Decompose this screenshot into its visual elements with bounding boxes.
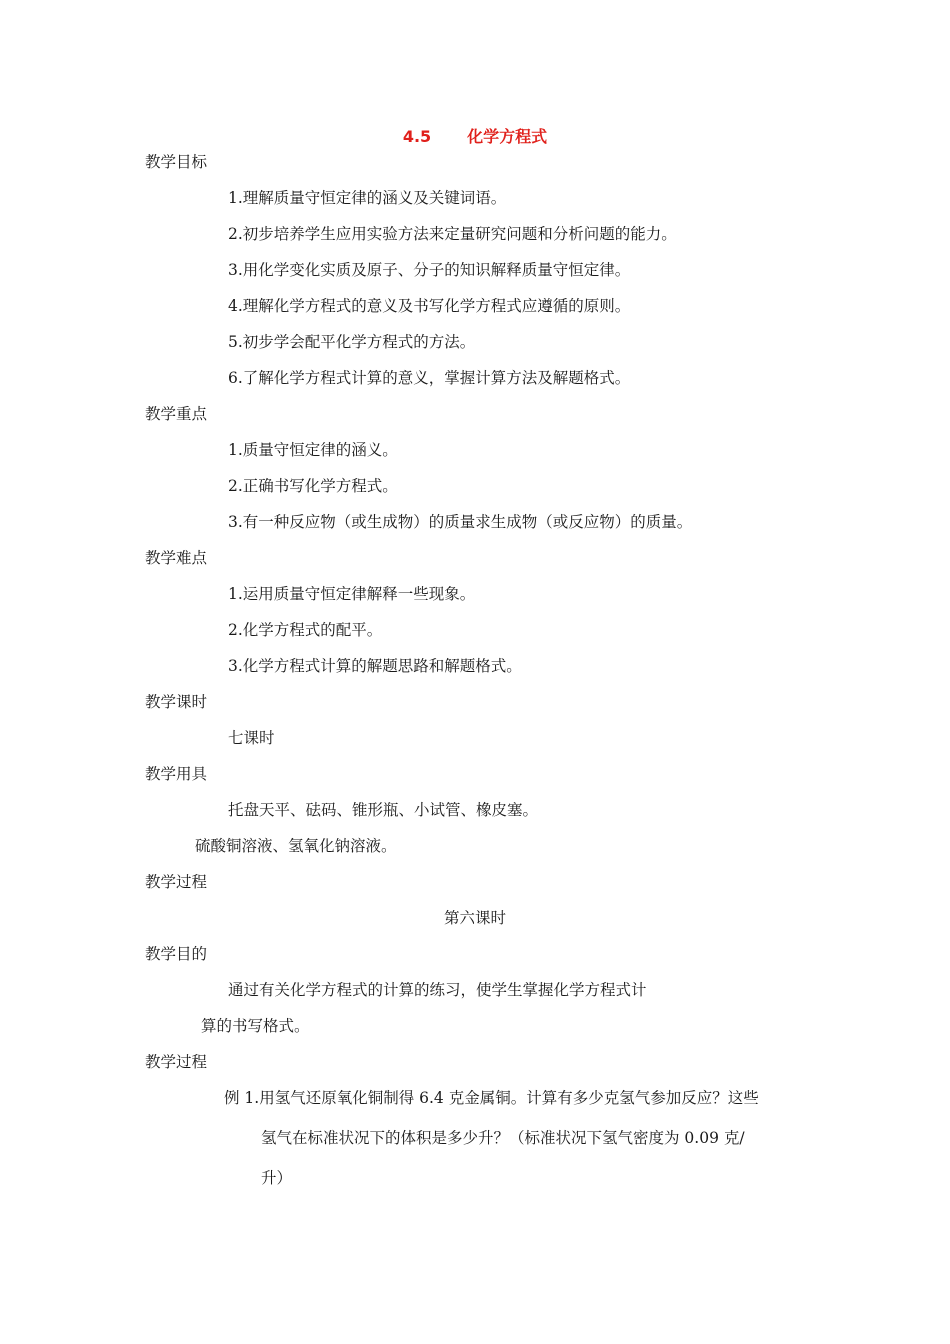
purpose-line-1: 通过有关化学方程式的计算的练习，使学生掌握化学方程式计 — [228, 981, 647, 999]
process-heading-1: 教学过程 — [145, 873, 208, 891]
key-point-item-3: 3.有一种反应物（或生成物）的质量求生成物（或反应物）的质量。 — [228, 513, 693, 531]
key-points-heading: 教学重点 — [145, 405, 208, 423]
example-line-1: 例 1.用氢气还原氧化铜制得 6.4 克金属铜。计算有多少克氢气参加反应？这些 — [224, 1089, 759, 1107]
objective-item-4: 4.理解化学方程式的意义及书写化学方程式应遵循的原则。 — [228, 297, 631, 315]
tools-line-1: 托盘天平、砝码、锥形瓶、小试管、橡皮塞。 — [228, 801, 539, 819]
process-heading-2: 教学过程 — [145, 1053, 208, 1071]
periods-value: 七课时 — [228, 729, 275, 747]
objective-item-6: 6.了解化学方程式计算的意义，掌握计算方法及解题格式。 — [228, 369, 631, 387]
title-text: 化学方程式 — [467, 127, 548, 146]
purpose-heading: 教学目的 — [145, 945, 208, 963]
objective-item-5: 5.初步学会配平化学方程式的方法。 — [228, 333, 476, 351]
objective-item-1: 1.理解质量守恒定律的涵义及关键词语。 — [228, 189, 507, 207]
difficulty-item-3: 3.化学方程式计算的解题思路和解题格式。 — [228, 657, 522, 675]
document-title — [0, 127, 950, 147]
example-line-2: 氢气在标准状况下的体积是多少升？（标准状况下氢气密度为 0.09 克/ — [261, 1129, 745, 1147]
key-point-item-1: 1.质量守恒定律的涵义。 — [228, 441, 398, 459]
title-number: 4.5 — [402, 127, 432, 146]
periods-heading: 教学课时 — [145, 693, 208, 711]
objective-item-2: 2.初步培养学生应用实验方法来定量研究问题和分析问题的能力。 — [228, 225, 677, 243]
tools-heading: 教学用具 — [145, 765, 208, 783]
lesson-title: 第六课时 — [443, 909, 506, 927]
purpose-line-2: 算的书写格式。 — [201, 1017, 310, 1035]
example-line-3: 升） — [261, 1169, 293, 1187]
difficulties-heading: 教学难点 — [145, 549, 208, 567]
difficulty-item-2: 2.化学方程式的配平。 — [228, 621, 383, 639]
objectives-heading: 教学目标 — [145, 153, 208, 171]
tools-line-2: 硫酸铜溶液、氢氧化钠溶液。 — [195, 837, 397, 855]
difficulty-item-1: 1.运用质量守恒定律解释一些现象。 — [228, 585, 476, 603]
objective-item-3: 3.用化学变化实质及原子、分子的知识解释质量守恒定律。 — [228, 261, 631, 279]
key-point-item-2: 2.正确书写化学方程式。 — [228, 477, 398, 495]
